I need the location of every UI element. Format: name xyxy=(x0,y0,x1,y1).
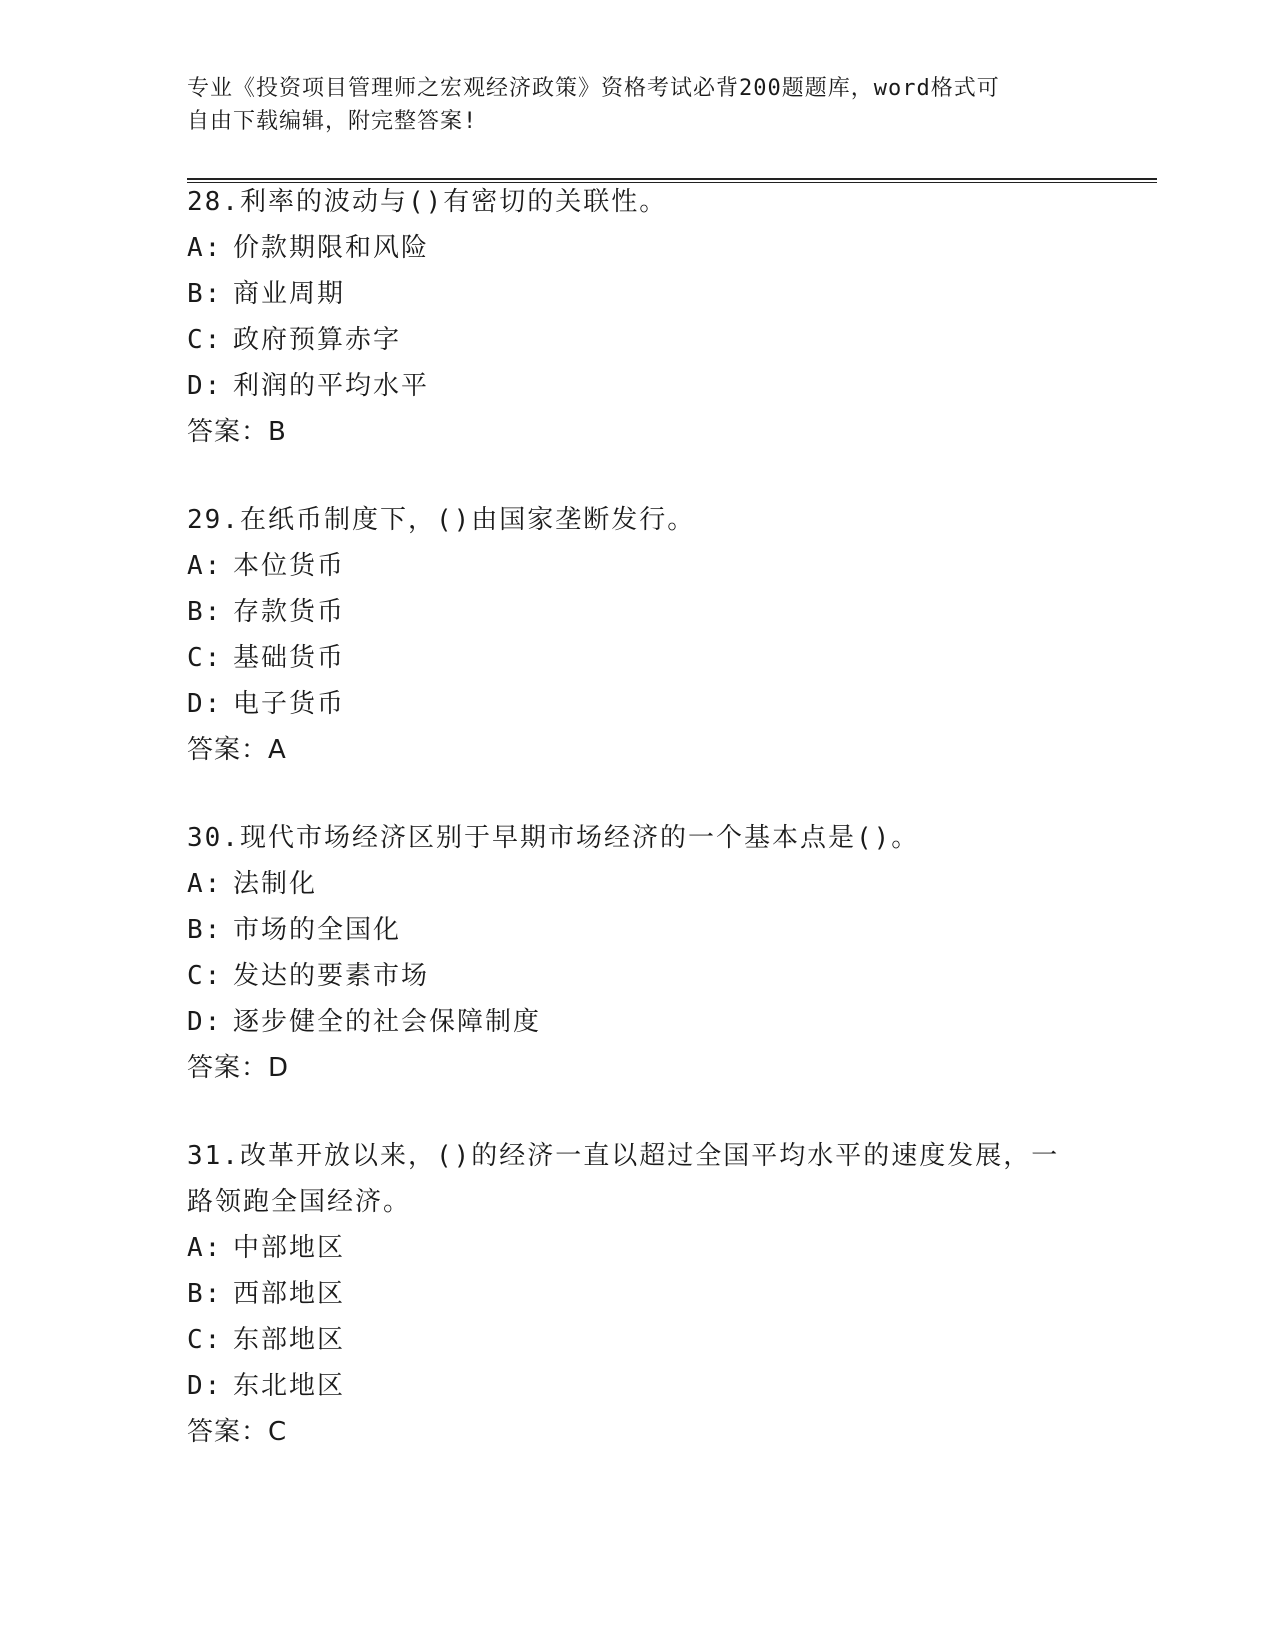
option-text: 价款期限和风险 xyxy=(233,233,430,263)
option-letter: A: xyxy=(187,233,223,263)
option-text: 存款货币 xyxy=(233,597,346,627)
option-c xyxy=(187,317,1157,363)
question-stem: 28.利率的波动与()有密切的关联性。 xyxy=(187,187,668,217)
question-31 xyxy=(187,1133,1157,1455)
option-text: 西部地区 xyxy=(233,1279,346,1309)
option-a xyxy=(187,543,1157,589)
question-29 xyxy=(187,497,1157,773)
option-b xyxy=(187,907,1157,953)
option-text: 利润的平均水平 xyxy=(233,371,430,401)
answer-line: 答案：C xyxy=(187,1417,288,1447)
option-d xyxy=(187,1363,1157,1409)
option-letter: B: xyxy=(187,279,223,309)
option-text: 市场的全国化 xyxy=(233,915,402,945)
option-text: 东北地区 xyxy=(233,1371,346,1401)
option-b xyxy=(187,589,1157,635)
option-letter: C: xyxy=(187,643,223,673)
option-letter: A: xyxy=(187,1233,223,1263)
option-text: 发达的要素市场 xyxy=(233,961,430,991)
option-a xyxy=(187,225,1157,271)
answer-line: 答案：B xyxy=(187,417,287,447)
question-30 xyxy=(187,815,1157,1091)
option-d xyxy=(187,363,1157,409)
option-letter: C: xyxy=(187,325,223,355)
option-d xyxy=(187,999,1157,1045)
option-d xyxy=(187,681,1157,727)
option-c xyxy=(187,635,1157,681)
header-line-2: 自由下载编辑，附完整答案! xyxy=(187,109,478,134)
option-letter: B: xyxy=(187,597,223,627)
option-letter: A: xyxy=(187,869,223,899)
document-header xyxy=(187,72,1087,138)
option-letter: D: xyxy=(187,1007,223,1037)
option-c xyxy=(187,953,1157,999)
option-text: 东部地区 xyxy=(233,1325,346,1355)
option-letter: D: xyxy=(187,371,223,401)
option-letter: B: xyxy=(187,1279,223,1309)
option-letter: D: xyxy=(187,689,223,719)
option-c xyxy=(187,1317,1157,1363)
answer-line: 答案：A xyxy=(187,735,287,765)
option-text: 政府预算赤字 xyxy=(233,325,402,355)
option-text: 基础货币 xyxy=(233,643,346,673)
question-28 xyxy=(187,179,1157,455)
option-a xyxy=(187,1225,1157,1271)
option-text: 法制化 xyxy=(233,869,318,899)
option-letter: D: xyxy=(187,1371,223,1401)
option-text: 电子货币 xyxy=(233,689,346,719)
question-stem: 30.现代市场经济区别于早期市场经济的一个基本点是()。 xyxy=(187,823,920,853)
option-letter: B: xyxy=(187,915,223,945)
option-letter: C: xyxy=(187,961,223,991)
option-text: 商业周期 xyxy=(233,279,346,309)
option-b xyxy=(187,1271,1157,1317)
option-b xyxy=(187,271,1157,317)
question-stem-line-1: 31.改革开放以来，()的经济一直以超过全国平均水平的速度发展，一 xyxy=(187,1141,1060,1171)
option-a xyxy=(187,861,1157,907)
option-text: 逐步健全的社会保障制度 xyxy=(233,1007,542,1037)
option-letter: C: xyxy=(187,1325,223,1355)
option-letter: A: xyxy=(187,551,223,581)
answer-line: 答案：D xyxy=(187,1053,290,1083)
question-stem-line-2: 路领跑全国经济。 xyxy=(187,1187,412,1217)
question-stem: 29.在纸币制度下，()由国家垄断发行。 xyxy=(187,505,696,535)
option-text: 本位货币 xyxy=(233,551,346,581)
option-text: 中部地区 xyxy=(233,1233,346,1263)
header-line-1: 专业《投资项目管理师之宏观经济政策》资格考试必背200题题库，word格式可 xyxy=(187,76,1000,101)
